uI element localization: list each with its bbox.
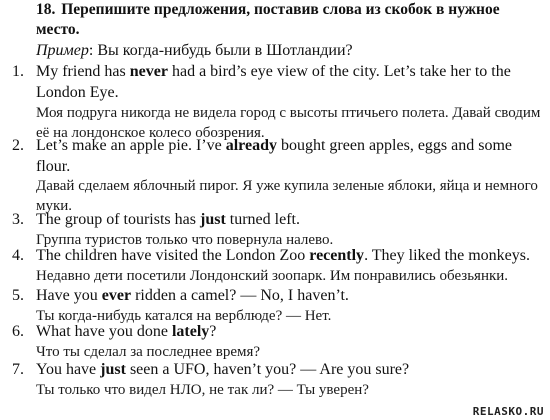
english-text: . They liked the monkeys.	[364, 247, 530, 264]
english-text: What have you done	[36, 323, 172, 340]
item-english	[36, 245, 542, 266]
item-english	[36, 61, 542, 103]
item-number: 2.	[12, 137, 24, 154]
english-text: Have you	[36, 287, 102, 304]
item-number: 1.	[12, 63, 24, 80]
english-bold-word: already	[225, 137, 277, 154]
item-number: 4.	[12, 247, 24, 264]
english-bold-word: just	[100, 361, 126, 378]
english-bold-word: ever	[101, 287, 132, 304]
item-russian: Давай сделаем яблочный пирог. Я уже купила зеленые яблоки, яйца и немного муки.	[36, 178, 538, 214]
english-bold-word: recently	[309, 247, 365, 264]
item-english	[36, 285, 542, 306]
example-label: Пример	[36, 42, 89, 59]
item-number: 3.	[12, 211, 24, 228]
exercise-title	[36, 0, 541, 40]
item-english	[36, 135, 542, 177]
item-russian: Ты только что видел НЛО, не так ли? — Ты уверен?	[36, 382, 369, 398]
item-number: 6.	[12, 323, 24, 340]
english-text: Let’s make an apple pie. I’ve	[36, 137, 226, 154]
english-text: You have	[36, 361, 101, 378]
english-text: ?	[209, 323, 217, 340]
item-english	[36, 209, 542, 230]
item-number: 7.	[12, 361, 24, 378]
english-text: The children have visited the London Zoo	[36, 247, 310, 264]
english-text: bought green apples, eggs and some flour.	[36, 137, 513, 175]
english-text: turned left.	[225, 211, 300, 228]
item-russian: Ты когда-нибудь катался на верблюде? — Нет.	[36, 308, 332, 324]
example-line	[36, 41, 353, 61]
english-text: had a bird’s eye view of the city. Let’s take her to the London Eye.	[36, 63, 511, 101]
english-text: ridden a camel? — No, I haven’t.	[131, 287, 349, 304]
exercise-instruction: Перепишите предложения, поставив слова из скобок в нужное место.	[36, 1, 500, 38]
item-russian: Группа туристов только что повернула налево.	[36, 232, 334, 248]
english-text: seen a UFO, haven’t you? — Are you sure?	[125, 361, 410, 378]
item-russian: Недавно дети посетили Лондонский зоопарк. Им понравились обезьянки.	[36, 268, 509, 284]
english-bold-word: lately	[171, 323, 210, 340]
english-text: The group of tourists has	[36, 211, 200, 228]
item-english	[36, 321, 542, 342]
site-watermark: RELASKO.RU	[472, 405, 544, 418]
english-bold-word: just	[199, 211, 226, 228]
item-number: 5.	[12, 287, 24, 304]
english-bold-word: never	[129, 63, 168, 80]
example-text: : Вы когда-нибудь были в Шотландии?	[88, 42, 353, 59]
exercise-number: 18.	[36, 1, 56, 18]
item-english	[36, 359, 542, 380]
item-russian: Что ты сделал за последнее время?	[36, 344, 261, 360]
english-text: My friend has	[36, 63, 130, 80]
item-russian: Моя подруга никогда не видела город с высоты птичьего полета. Давай сводим её на лондонское колесо обозрения.	[36, 105, 541, 141]
